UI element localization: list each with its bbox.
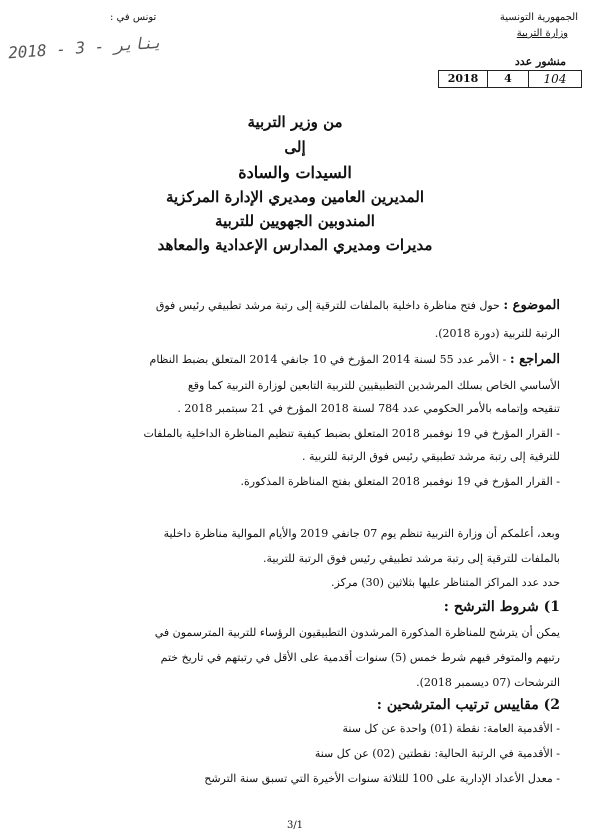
date-stamp: 2018 - 3 - يناير	[7, 32, 163, 63]
criteria-item: - الأقدمية العامة: نقطة (01) واحدة عن كل سنة	[342, 722, 560, 735]
references-line	[40, 353, 560, 367]
from-line: من وزير التربية	[247, 113, 343, 131]
subject-text: حول فتح مناظرة داخلية بالملفات للترقية إلى رتبة مرشد تطبيقي رئيس فوق	[155, 299, 500, 312]
intro-line: بالملفات للترقية إلى رتبة مرشد تطبيقي رئيس فوق الرتبة للتربية.	[262, 552, 560, 565]
reference-item: تنقيحه وإتمامه بالأمر الحكومي عدد 784 لسنة 2018 المؤرخ في 21 سبتمبر 2018 .	[177, 402, 560, 415]
section-line: الترشحات (07 ديسمبر 2018).	[416, 676, 560, 689]
reference-item: للترقية إلى رتبة مرشد تطبيقي رئيس فوق الرتبة للتربية .	[301, 450, 560, 463]
subject-line	[40, 299, 560, 313]
reference-item: - الأمر عدد 55 لسنة 2014 المؤرخ في 10 جانفي 2014 المتعلق بضبط النظام	[149, 353, 507, 366]
subject-text: الرتبة للتربية (دورة 2018).	[434, 327, 560, 340]
references-label: المراجع :	[509, 352, 560, 367]
section-line: رتبهم والمتوفر فيهم شرط خمس (5) سنوات أقدمية على الأقل في رتبتهم في تاريخ ختم	[160, 651, 560, 664]
section-title: 1) شروط الترشح :	[443, 599, 560, 615]
reference-item: - القرار المؤرخ في 19 نوفمبر 2018 المتعلق بفتح المناظرة المذكورة.	[240, 475, 560, 488]
circular-number-box	[438, 70, 582, 88]
intro-line: حدد عدد المراكز المتناظر عليها بثلاثين (30) مركز.	[331, 576, 560, 589]
criteria-item: - معدل الأعداد الإدارية على 100 للثلاثة سنوات الأخيرة التي تسبق سنة الترشح	[204, 772, 560, 785]
circular-year: 2018	[439, 71, 488, 87]
section-line: يمكن أن يترشح للمناظرة المذكورة المرشدون التطبيقيون الرؤساء للتربية المترسمون في	[154, 626, 560, 639]
addressee-line: السيدات والسادة	[238, 163, 352, 182]
addressee-line: المديرين العامين ومديري الإدارة المركزية	[165, 188, 425, 206]
reference-item: - القرار المؤرخ في 19 نوفمبر 2018 المتعلق بضبط كيفية تنظيم المناظرة الداخلية بالملفات	[143, 427, 560, 440]
circular-label: منشور عدد	[514, 55, 566, 68]
criteria-item: - الأقدمية في الرتبة الحالية: نقطتين (02) عن كل سنة	[314, 747, 560, 760]
republic-label: الجمهورية التونسية	[499, 12, 578, 23]
to-line: إلى	[284, 138, 306, 156]
addressee-line: المندوبين الجهويين للتربية	[215, 212, 375, 230]
circular-number: 104	[543, 72, 567, 86]
section-title: 2) مقاييس ترتيب المترشحين :	[376, 697, 560, 713]
subject-label: الموضوع :	[503, 298, 560, 313]
circular-issue: 4	[488, 71, 529, 87]
intro-line: وبعد، أعلمكم أن وزارة التربية تنظم يوم 07 جانفي 2019 والأيام الموالية مناظرة داخلية	[163, 527, 560, 540]
page-number: 3/1	[286, 820, 304, 831]
ministry-label: وزارة التربية	[516, 28, 568, 39]
reference-item: الأساسي الخاص بسلك المرشدين التطبيقيين للتربية التابعين لوزارة التربية كما وقع	[187, 379, 560, 392]
city-date-label: تونس في :	[110, 12, 157, 23]
addressee-line: مديرات ومديري المدارس الإعدادية والمعاهد	[157, 236, 433, 254]
